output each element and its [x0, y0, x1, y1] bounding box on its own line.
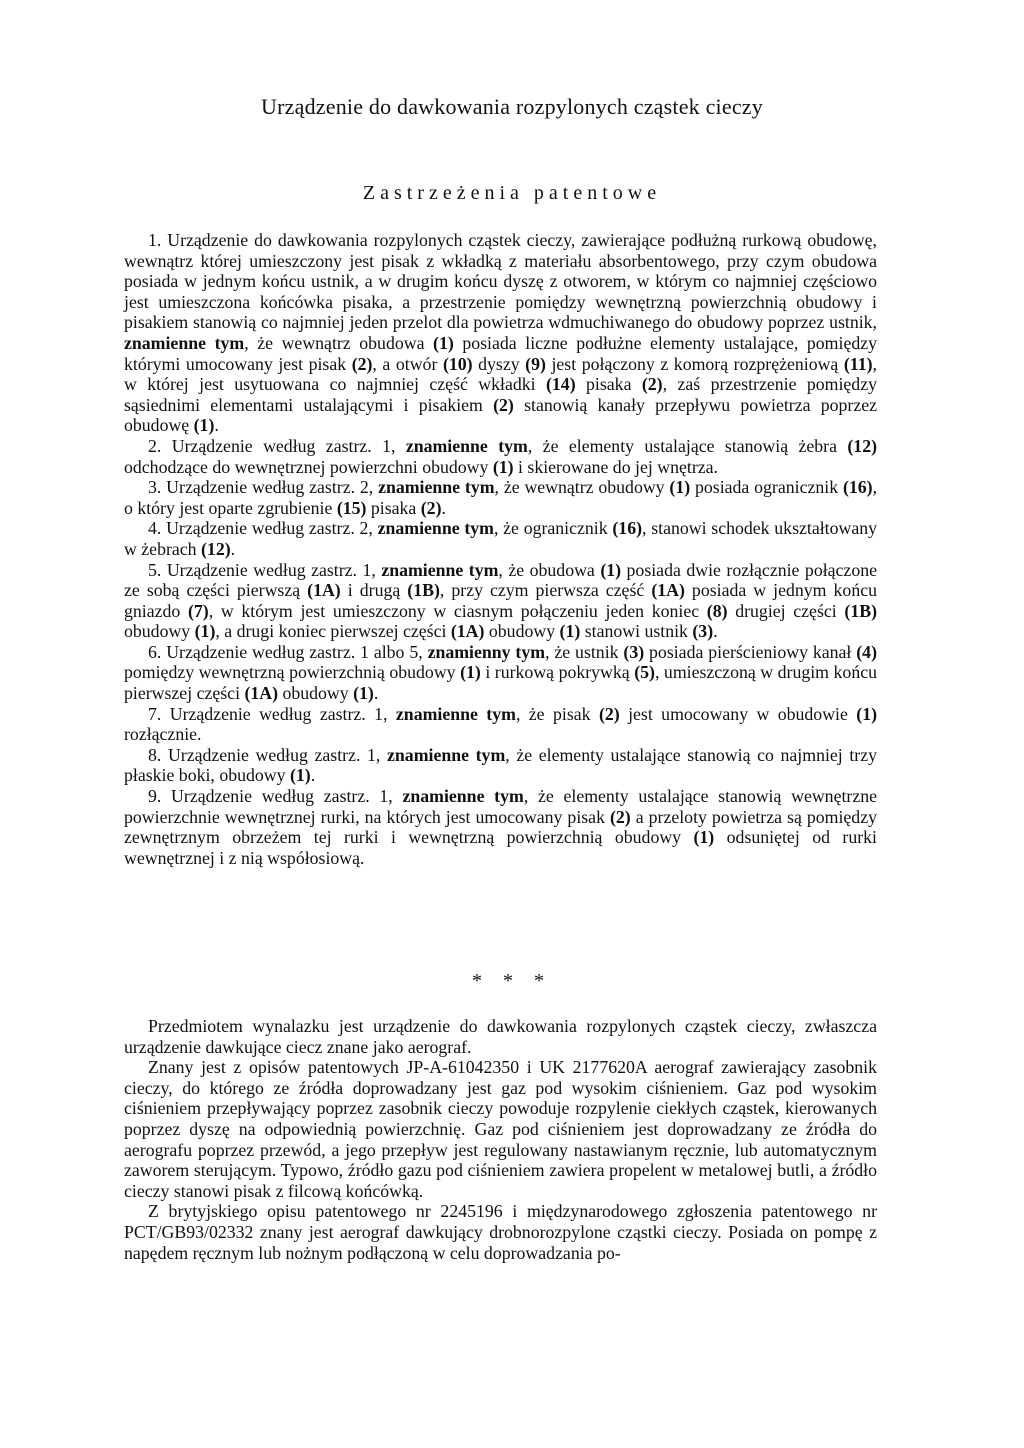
claim-text-run: .	[214, 415, 219, 436]
claim-text-run: , że ogranicznik	[493, 518, 613, 539]
claim-text-run: 2. Urządzenie według zastrz. 1,	[148, 435, 406, 456]
claim-text-run: rozłącznie.	[124, 724, 202, 745]
claim-bold-run: (1)	[194, 621, 216, 642]
claim-text-run: posiada dwie rozłącznie połączone ze sobą części pierwszą	[124, 559, 877, 601]
claim-text-run: a przeloty powietrza są pomiędzy zewnętrznym obrzeżem tej rurki i wewnętrzną powierzchnią obudowy	[124, 806, 877, 848]
claim-bold-run: znamienne tym	[395, 703, 516, 724]
claim-text-run: , że wewnątrz obudowy	[494, 477, 670, 498]
section-heading: Zastrzeżenia patentowe	[362, 182, 662, 204]
claim-text-run: , umieszczoną w drugim końcu pierwszej części	[124, 662, 877, 704]
claim-text-run: posiada pierścieniowy kanał	[644, 641, 857, 662]
claim-text-run: jest umocowany w obudowie	[619, 703, 857, 724]
claim-bold-run: znamienny tym	[427, 641, 546, 662]
claim-text-run: pisaka	[575, 374, 642, 395]
claim-bold-run: (3)	[623, 641, 645, 662]
claim-text-run: obudowy	[278, 683, 354, 704]
claim-bold-run: (16)	[612, 518, 643, 539]
claim-bold-run: (1)	[669, 477, 691, 498]
claim-bold-run: (1)	[289, 765, 311, 786]
claim-text-run: , a drugi koniec pierwszej części	[215, 621, 451, 642]
claim-text-run: dyszy	[472, 353, 526, 374]
claim-bold-run: (3)	[692, 621, 714, 642]
description-paragraph: Przedmiotem wynalazku jest urządzenie do dawkowania rozpylonych cząstek cieczy, zwłaszcza urządzenie dawkujące ciecz znane jako aerograf.	[124, 1016, 877, 1057]
claim-bold-run: (1A)	[244, 683, 279, 704]
claim-text-run: .	[441, 497, 446, 518]
claim-text-run: , że elementy ustalające stanowią co najmniej trzy płaskie boki, obudowy	[124, 744, 878, 786]
claim-bold-run: (2)	[420, 497, 442, 518]
claim-bold-run: (1B)	[407, 580, 440, 601]
claims-list	[124, 230, 877, 868]
claim-paragraph	[124, 436, 877, 477]
claim-text-run: odchodzące do wewnętrznej powierzchni obudowy	[124, 456, 493, 477]
claim-bold-run: (2)	[609, 806, 631, 827]
claim-text-run: 4. Urządzenie według zastrz. 2,	[148, 518, 378, 539]
claim-text-run: , w której jest usytuowana co najmniej część wkładki	[124, 353, 877, 395]
description-body	[124, 1016, 877, 1263]
claim-text-run: posiada w jednym końcu gniazdo	[124, 580, 877, 621]
claim-bold-run: (12)	[847, 435, 878, 456]
claim-bold-run: (1)	[600, 559, 622, 580]
claim-paragraph	[124, 230, 877, 436]
claim-text-run: 6. Urządzenie według zastrz. 1 albo 5,	[148, 641, 428, 662]
claim-bold-run: (1A)	[307, 580, 341, 601]
claim-bold-run: (7)	[187, 600, 209, 621]
claim-text-run: odsuniętej od rurki wewnętrznej i z nią współosiową.	[124, 827, 877, 868]
claim-text-run: jest połączony z komorą rozprężeniową	[545, 353, 844, 374]
claim-bold-run: (9)	[525, 353, 546, 374]
claim-bold-run: znamienne tym	[381, 559, 499, 580]
claim-bold-run: (1)	[433, 332, 454, 353]
claim-bold-run: (1A)	[450, 621, 485, 642]
claim-text-run: .	[713, 621, 718, 642]
claim-paragraph	[124, 786, 877, 868]
claim-bold-run: znamienne tym	[387, 744, 506, 765]
claim-bold-run: znamienne tym	[124, 332, 245, 353]
claim-text-run: 9. Urządzenie według zastrz. 1,	[148, 786, 403, 807]
claim-paragraph	[124, 560, 877, 642]
claim-bold-run: (11)	[843, 353, 873, 374]
claim-text-run: 1. Urządzenie do dawkowania rozpylonych cząstek cieczy, zawierające podłużną rurkową obudowę, wewnątrz której umieszczony jest pisak z wkładką z materiału absorbentowego, przy czym obudowa posiada w jednym końcu ustnik, a w drugim końcu dyszę z otworem, w którym co najmniej częściowo jest umieszczona końcówka pisaka, a przestrzenie pomiędzy wewnętrzną powierzchnią obudowy i pisakiem stanowią co najmniej jeden przelot dla powietrza wdmuchiwanego do obudowy poprzez ustnik,	[124, 230, 877, 333]
claim-text-run: , że pisak	[515, 703, 599, 724]
claim-text-run: i rurkową pokrywką	[480, 662, 635, 683]
claim-bold-run: (1)	[193, 415, 215, 436]
claim-text-run: .	[373, 683, 379, 704]
claim-text-run: stanowią kanały przepływu powietrza poprzez obudowę	[124, 394, 877, 436]
claim-text-run: .	[230, 538, 236, 559]
claim-bold-run: (15)	[336, 497, 367, 518]
claim-bold-run: (16)	[842, 477, 873, 498]
claim-bold-run: (2)	[351, 353, 373, 374]
claim-text-run: 5. Urządzenie według zastrz. 1,	[148, 559, 382, 580]
claim-text-run: pomiędzy wewnętrzną powierzchnią obudowy	[124, 662, 461, 683]
claim-text-run: , o który jest oparte zgrubienie	[124, 477, 878, 518]
claim-bold-run: (4)	[856, 641, 877, 662]
claim-text-run: , że wewnątrz obudowa	[244, 332, 434, 353]
claim-text-run: pisaka	[366, 497, 421, 518]
claim-text-run: , przy czym pierwsza część	[439, 580, 652, 601]
claim-text-run: posiada ogranicznik	[690, 477, 843, 498]
claim-bold-run: znamienne tym	[378, 477, 495, 498]
claim-text-run: 8. Urządzenie według zastrz. 1,	[148, 744, 388, 765]
claim-bold-run: (5)	[634, 662, 655, 683]
claim-bold-run: (1)	[492, 456, 514, 477]
claim-bold-run: (2)	[493, 394, 514, 415]
claim-bold-run: znamienne tym	[402, 786, 524, 807]
description-paragraph: Z brytyjskiego opisu patentowego nr 2245196 i międzynarodowego zgłoszenia patentowego nr PCT/GB93/02332 znany jest aerograf dawkujący drobnorozpylone cząstki cieczy. Posiada on pompę z napędem ręcznym lub nożnym podłączoną w celu doprowadzania po-	[124, 1201, 877, 1263]
claim-bold-run: (12)	[201, 538, 231, 559]
claim-text-run: i skierowane do jej wnętrza.	[513, 456, 718, 477]
claim-paragraph	[124, 477, 877, 518]
claim-text-run: , że elementy ustalające stanowią wewnętrzne powierzchnie wewnętrznej rurki, na których jest umocowany pisak	[124, 786, 878, 827]
claim-text-run: , że ustnik	[545, 641, 624, 662]
claim-text-run: obudowy	[124, 621, 195, 642]
claim-bold-run: znamienne tym	[405, 435, 528, 456]
document-title: Urządzenie do dawkowania rozpylonych cząstek cieczy	[261, 94, 763, 119]
claim-text-run: posiada liczne podłużne elementy ustalające, pomiędzy którymi umocowany jest pisak	[124, 332, 878, 374]
description-paragraph: Znany jest z opisów patentowych JP-A-61042350 i UK 2177620A aerograf zawierający zasobnik cieczy, do którego ze źródła doprowadzany jest gaz pod wysokim ciśnieniem. Gaz pod wysokim ciśnieniem przepływający poprzez zasobnik cieczy powoduje rozpylenie ciekłych cząstek, kierowanych poprzez dyszę na odpowiednią powierzchnię. Gaz pod ciśnieniem jest doprowadzany ze źródła do aerografu poprzez przewód, a jego przepływ jest regulowany nastawianym ręcznie, lub automatycznym zaworem sterującym. Typowo, źródło gazu pod ciśnieniem zawiera propelent w metalowej butli, a źródło cieczy stanowi pisak z filcową końcówką.	[124, 1057, 877, 1201]
claim-bold-run: (14)	[546, 374, 576, 395]
claim-text-run: , że elementy ustalające stanowią żebra	[527, 435, 848, 456]
claim-paragraph	[124, 518, 877, 559]
claim-text-run: i drugą	[340, 580, 408, 601]
claim-text-run: , zaś przestrzenie pomiędzy sąsiednimi elementami ustalającymi i pisakiem	[124, 374, 877, 415]
claim-text-run: 3. Urządzenie według zastrz. 2,	[148, 477, 379, 498]
claim-bold-run: znamienne tym	[377, 518, 494, 539]
claim-bold-run: (1)	[559, 621, 581, 642]
claim-bold-run: (8)	[706, 600, 728, 621]
claim-bold-run: (1A)	[651, 580, 685, 601]
claim-text-run: drugiej części	[727, 600, 845, 621]
claim-text-run: 7. Urządzenie według zastrz. 1,	[148, 703, 396, 724]
claim-text-run: stanowi ustnik	[580, 621, 693, 642]
claim-paragraph	[124, 642, 877, 704]
claim-paragraph	[124, 704, 877, 745]
claim-text-run: , a otwór	[372, 353, 443, 374]
claim-bold-run: (2)	[641, 374, 663, 395]
claim-bold-run: (1B)	[844, 600, 877, 621]
claim-text-run: obudowy	[484, 621, 560, 642]
claim-text-run: , stanowi schodek ukształtowany w żebrach	[124, 518, 877, 559]
claim-bold-run: (1)	[460, 662, 481, 683]
claim-bold-run: (10)	[442, 353, 473, 374]
claim-text-run: .	[310, 765, 316, 786]
claim-bold-run: (1)	[856, 703, 878, 724]
claim-text-run: , w którym jest umieszczony w ciasnym połączeniu jeden koniec	[208, 600, 707, 621]
claim-bold-run: (1)	[693, 827, 715, 848]
claim-paragraph	[124, 745, 877, 786]
claim-bold-run: (2)	[598, 703, 620, 724]
claim-text-run: , że obudowa	[498, 559, 601, 580]
section-separator: * * *	[472, 970, 552, 992]
claim-bold-run: (1)	[353, 683, 374, 704]
